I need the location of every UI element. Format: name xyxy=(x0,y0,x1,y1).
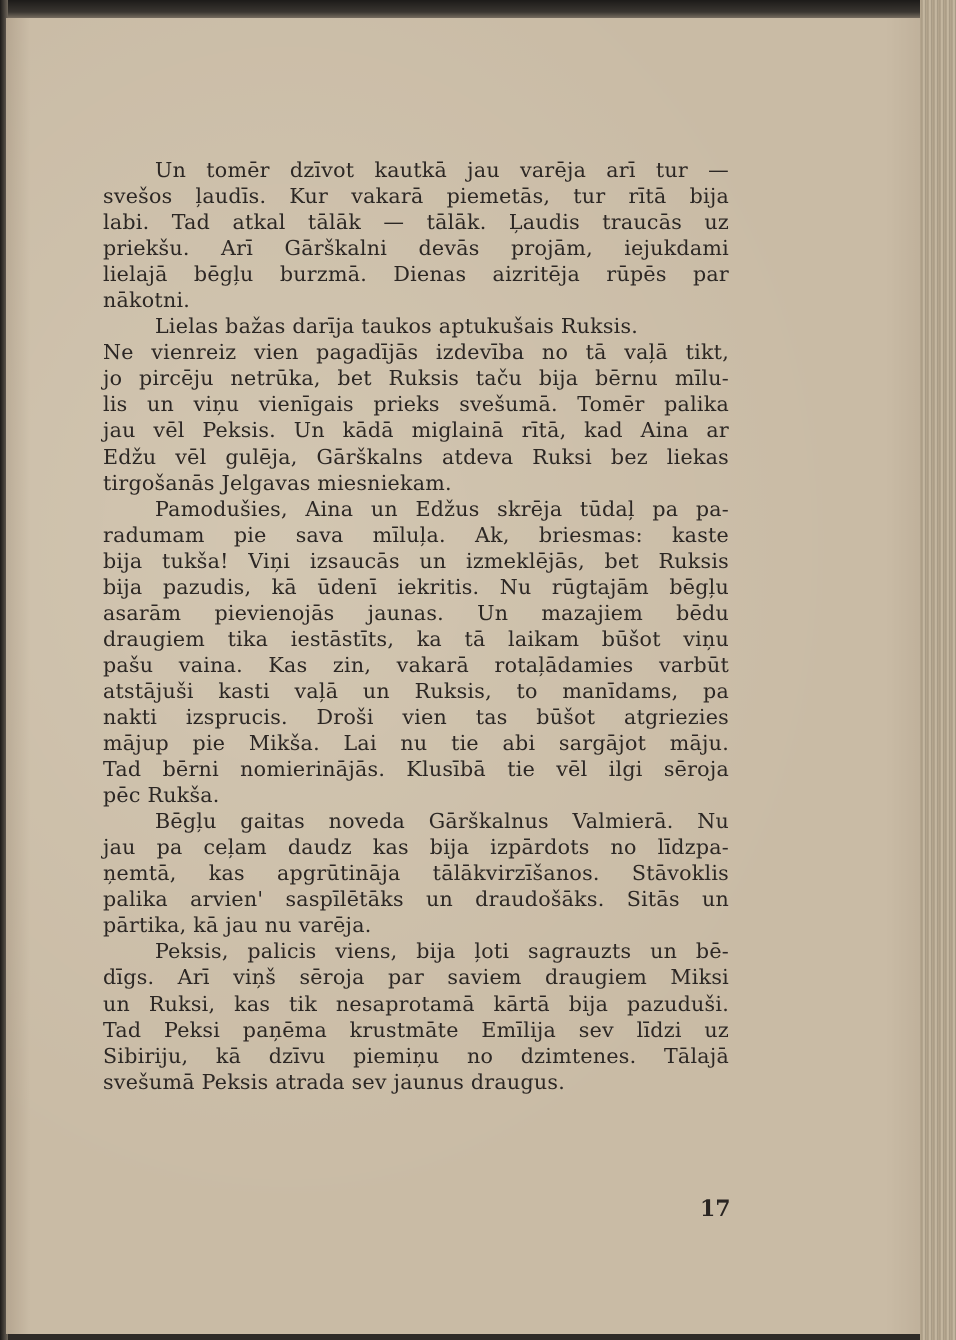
text-line: Sibiriju, kā dzīvu piemiņu no dzimtenes. Tālajā xyxy=(103,1043,729,1068)
text-line: Peksis, palicis viens, bija ļoti sagrauzts un bē- xyxy=(155,939,729,964)
body-text xyxy=(103,157,729,1095)
text-line: Bēgļu gaitas noveda Gārškalnus Valmierā. Nu xyxy=(155,809,729,834)
text-line: draugiem tika iestāstīts, ka tā laikam būšot viņu xyxy=(103,626,729,651)
text-line: Tad bērni nomierinājās. Klusībā tie vēl ilgi sēroja xyxy=(103,757,729,782)
book-page-edges xyxy=(920,0,956,1340)
text-line: Tad Peksi paņēma krustmāte Emīlija sev līdzi uz xyxy=(103,1017,729,1042)
text-line: un Ruksi, kas tik nesaprotamā kārtā bija pazuduši. xyxy=(103,991,729,1016)
text-line: ņemtā, kas apgrūtināja tālākvirzīšanos. Stāvoklis xyxy=(103,861,729,886)
text-line: nākotni. xyxy=(103,288,191,313)
text-line: Lielas bažas darīja taukos aptukušais Ruksis. xyxy=(155,314,639,339)
text-line: jau vēl Peksis. Un kādā miglainā rītā, kad Aina ar xyxy=(103,418,729,443)
text-line: svešumā Peksis atrada sev jaunus draugus. xyxy=(103,1069,566,1094)
text-line: bija tukša! Viņi izsaucās un izmeklējās, bet Ruksis xyxy=(103,548,729,573)
text-line: svešos ļaudīs. Kur vakarā piemetās, tur rītā bija xyxy=(103,184,729,209)
text-line: atstājuši kasti vaļā un Ruksis, to manīdams, pa xyxy=(103,678,729,703)
text-line: Pamodušies, Aina un Edžus skrēja tūdaļ pa pa- xyxy=(155,496,729,521)
text-line: pēc Rukša. xyxy=(103,783,220,808)
text-line: Ne vienreiz vien pagadījās izdevība no tā vaļā tikt, xyxy=(103,340,729,365)
text-line: dīgs. Arī viņš sēroja par saviem draugiem Miksi xyxy=(103,965,729,990)
text-line: mājup pie Mikša. Lai nu tie abi sargājot māju. xyxy=(103,731,729,756)
text-line: asarām pievienojās jaunas. Un mazajiem bēdu xyxy=(103,600,729,625)
text-line: nakti izsprucis. Droši vien tas būšot atgriezies xyxy=(103,704,729,729)
text-line: bija pazudis, kā ūdenī iekritis. Nu rūgtajām bēgļu xyxy=(103,574,729,599)
page-number: 17 xyxy=(700,1196,731,1222)
text-line: lielajā bēgļu burzmā. Dienas aizritēja rūpēs par xyxy=(103,262,729,287)
text-line: jo pircēju netrūka, bet Ruksis taču bija bērnu mīlu- xyxy=(103,366,729,391)
text-line: tirgošanās Jelgavas miesniekam. xyxy=(103,470,452,495)
text-line: Edžu vēl gulēja, Gārškalns atdeva Ruksi bez liekas xyxy=(103,444,729,469)
text-line: pašu vaina. Kas zin, vakarā rotaļādamies varbūt xyxy=(103,652,729,677)
text-line: pārtika, kā jau nu varēja. xyxy=(103,913,372,938)
text-line: lis un viņu vienīgais prieks svešumā. Tomēr palika xyxy=(103,392,729,417)
text-line: radumam pie sava mīluļa. Ak, briesmas: kaste xyxy=(103,522,729,547)
text-line: palika arvien' saspīlētāks un draudošāks. Sitās un xyxy=(103,887,729,912)
text-line: Un tomēr dzīvot kautkā jau varēja arī tur — xyxy=(155,158,729,182)
scan-top-edge xyxy=(0,0,956,20)
text-line: jau pa ceļam daudz kas bija izpārdots no līdzpa- xyxy=(103,835,729,860)
text-line: labi. Tad atkal tālāk — tālāk. Ļaudis traucās uz xyxy=(103,210,729,235)
text-line: priekšu. Arī Gārškalni devās projām, iejukdami xyxy=(103,236,729,261)
